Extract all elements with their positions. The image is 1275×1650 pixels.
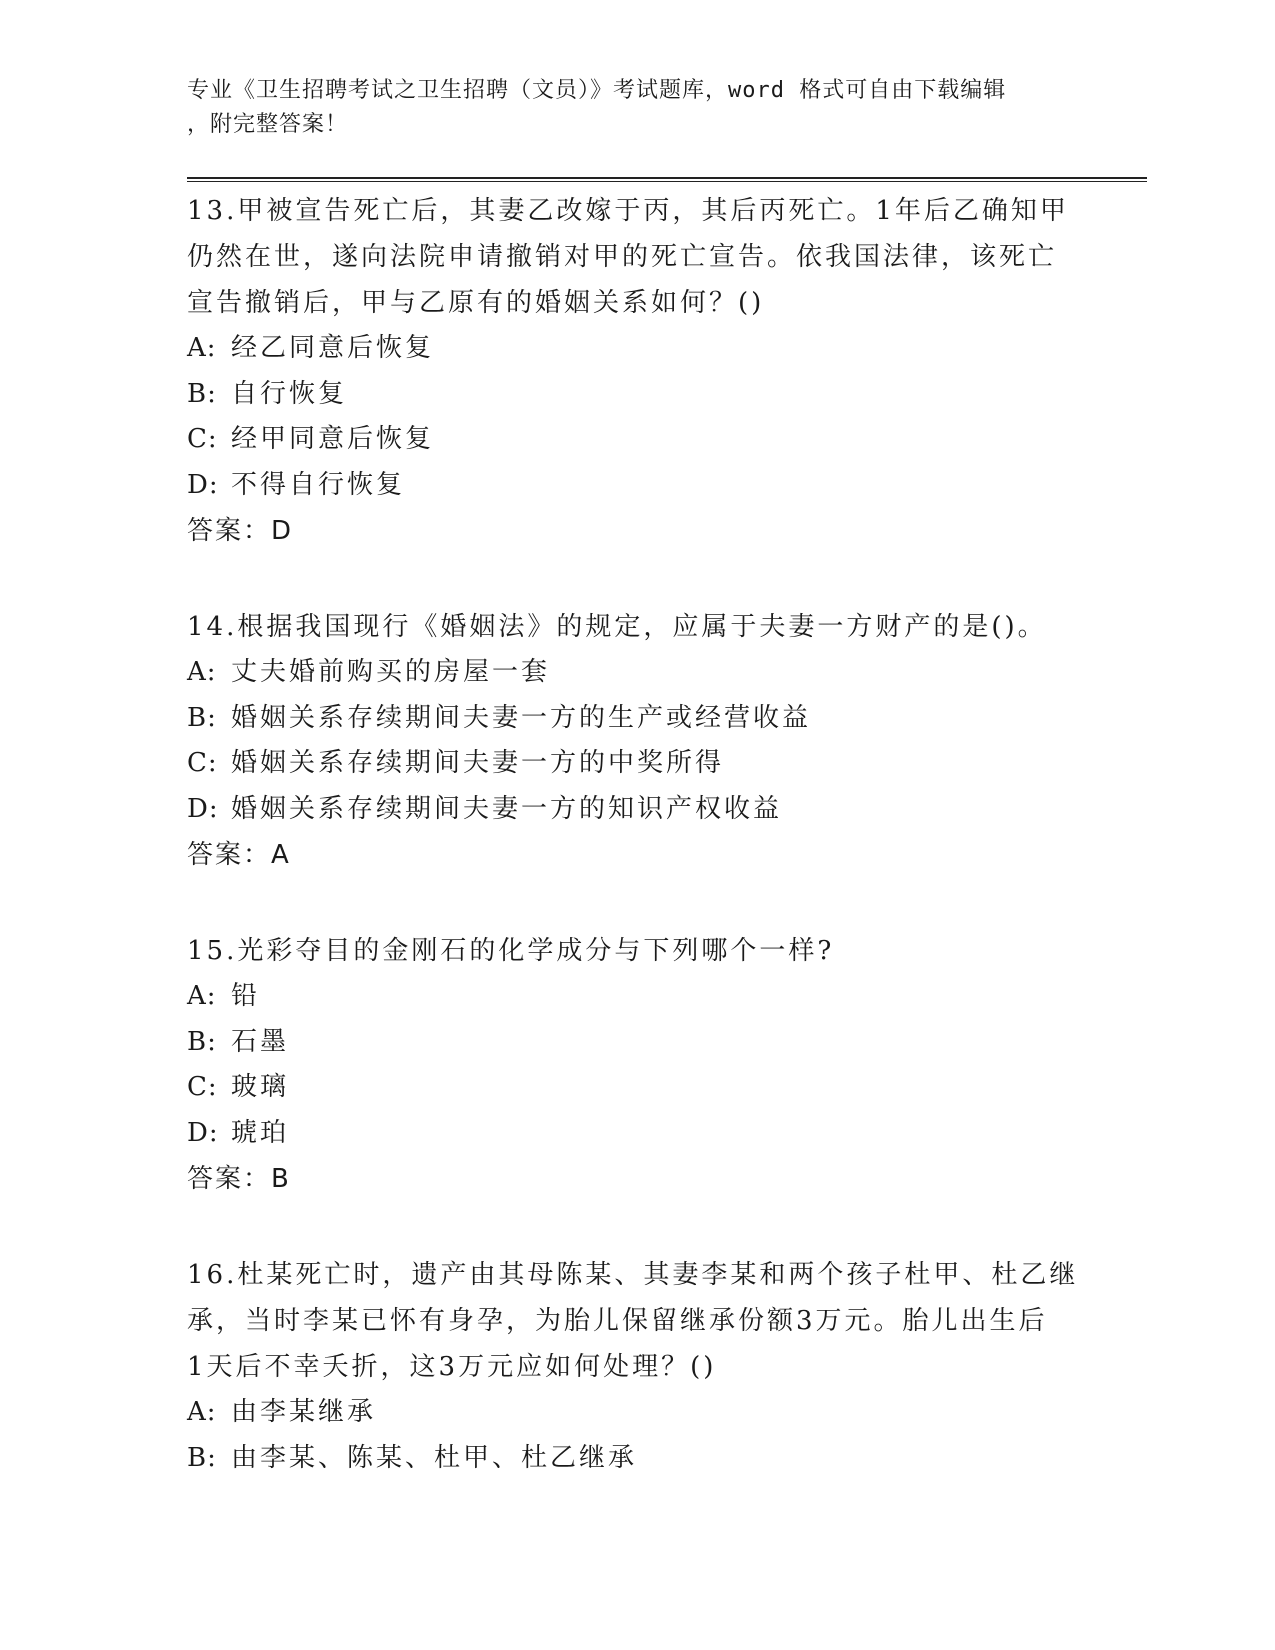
option-letter: D: [187,469,219,500]
option-text: 不得自行恢复 [231,469,406,500]
option-d [187,1111,1087,1157]
question-text-line: 13.甲被宣告死亡后，其妻乙改嫁于丙，其后丙死亡。1年后乙确知甲 [187,196,1069,226]
option-letter: A: [187,657,217,687]
option-letter: B: [187,1442,217,1473]
option-letter: A: [187,981,217,1011]
header-line-2: ，附完整答案！ [187,112,349,137]
option-text: 由李某继承 [231,1397,377,1427]
document-header [187,74,1087,142]
option-letter: C: [187,748,218,778]
option-letter: A: [187,1397,217,1427]
option-d [187,787,1087,833]
option-text: 由李某、陈某、杜甲、杜乙继承 [231,1442,638,1473]
question-13 [187,188,1087,554]
question-text-line: 仍然在世，遂向法院申请撤销对甲的死亡宣告。依我国法律，该死亡 [187,242,1058,272]
question-text-line: 15.光彩夺目的金刚石的化学成分与下列哪个一样? [187,936,835,966]
option-letter: B: [187,378,217,409]
option-b [187,1020,1087,1066]
question-text-line: 16.杜某死亡时，遗产由其母陈某、其妻李某和两个孩子杜甲、杜乙继 [187,1260,1079,1290]
option-letter: D: [187,1117,219,1148]
option-a [187,326,1087,372]
option-text: 铅 [231,981,261,1011]
option-a [187,1390,1087,1436]
question-16 [187,1252,1087,1481]
answer-label: 答案：D [187,516,294,546]
question-15 [187,928,1087,1202]
option-text: 婚姻关系存续期间夫妻一方的知识产权收益 [231,793,783,824]
option-text: 自行恢复 [231,378,348,409]
header-divider [187,177,1147,182]
question-text-line: 1天后不幸夭折，这3万元应如何处理？() [187,1352,717,1382]
option-text: 婚姻关系存续期间夫妻一方的生产或经营收益 [231,702,812,733]
option-letter: B: [187,1026,217,1057]
option-b [187,1436,1087,1482]
option-b [187,372,1087,418]
option-a [187,650,1087,696]
option-c [187,417,1087,463]
option-c [187,741,1087,787]
option-letter: B: [187,702,217,733]
option-d [187,463,1087,509]
question-text-line: 宣告撤销后，甲与乙原有的婚姻关系如何？() [187,288,765,318]
question-14 [187,604,1087,878]
option-text: 婚姻关系存续期间夫妻一方的中奖所得 [231,748,725,778]
option-letter: C: [187,1072,218,1102]
option-letter: C: [187,424,218,454]
option-text: 石墨 [231,1026,290,1057]
option-c [187,1065,1087,1111]
option-text: 玻璃 [231,1072,290,1102]
option-letter: D: [187,793,219,824]
option-text: 经甲同意后恢复 [231,424,435,454]
option-letter: A: [187,333,217,363]
question-text-line: 14.根据我国现行《婚姻法》的规定，应属于夫妻一方财产的是()。 [187,612,1047,642]
header-line-1: 专业《卫生招聘考试之卫生招聘（文员）》考试题库，word 格式可自由下载编辑 [187,78,1007,103]
option-text: 丈夫婚前购买的房屋一套 [231,657,551,687]
question-text-line: 承，当时李某已怀有身孕，为胎儿保留继承份额3万元。胎儿出生后 [187,1306,1048,1336]
answer-label: 答案：A [187,840,291,870]
option-text: 琥珀 [231,1117,290,1148]
option-a [187,974,1087,1020]
option-b [187,696,1087,742]
option-text: 经乙同意后恢复 [231,333,435,363]
question-list [187,188,1087,1531]
answer-label: 答案：B [187,1164,291,1194]
